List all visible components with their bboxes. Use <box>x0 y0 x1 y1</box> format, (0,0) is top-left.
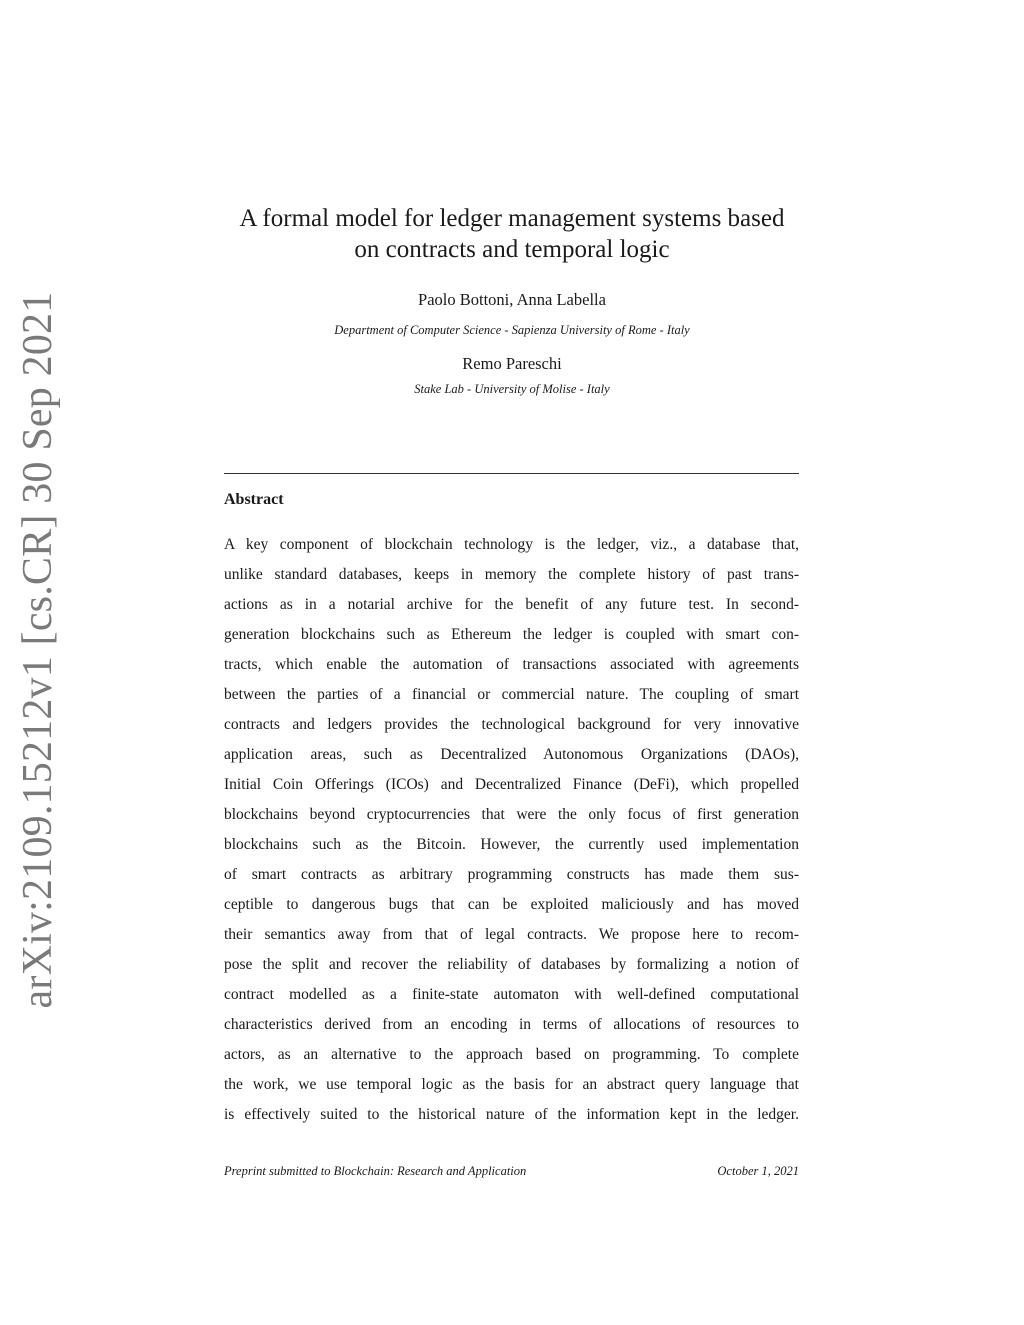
author-names-1: Paolo Bottoni, Anna Labella <box>418 290 606 309</box>
abstract-line: actors, as an alternative to the approach based on programming. To complete <box>224 1046 799 1063</box>
author-affiliation-2: Stake Lab - University of Molise - Italy <box>414 382 610 396</box>
title-line-2: on contracts and temporal logic <box>354 236 670 263</box>
title-line-1: A formal model for ledger management systems based <box>239 205 785 232</box>
abstract-line: ceptible to dangerous bugs that can be exploited maliciously and has moved <box>224 896 799 913</box>
abstract-line: generation blockchains such as Ethereum the ledger is coupled with smart con- <box>224 626 799 643</box>
arxiv-id: arXiv:2109.15212v1 [cs.CR] 30 Sep 2021 <box>15 291 61 1009</box>
abstract-line: pose the split and recover the reliability of databases by formalizing a notion of <box>224 956 799 973</box>
abstract-line: blockchains such as the Bitcoin. However, the currently used implementation <box>224 836 799 853</box>
abstract-line: their semantics away from that of legal contracts. We propose here to recom- <box>224 926 799 943</box>
abstract-line: contracts and ledgers provides the technological background for very innovative <box>224 716 799 733</box>
author-affiliation-1: Department of Computer Science - Sapienza University of Rome - Italy <box>334 323 690 337</box>
paper-title <box>200 203 824 265</box>
abstract-body <box>224 530 799 1130</box>
footer-date: October 1, 2021 <box>717 1164 799 1178</box>
abstract-line: between the parties of a financial or commercial nature. The coupling of smart <box>224 686 799 703</box>
abstract-line: A key component of blockchain technology is the ledger, viz., a database that, <box>224 536 799 553</box>
abstract-line: is effectively suited to the historical nature of the information kept in the ledger. <box>224 1106 799 1123</box>
abstract-line: contract modelled as a finite-state automaton with well-defined computational <box>224 986 799 1003</box>
abstract-line: of smart contracts as arbitrary programming constructs has made them sus- <box>224 866 799 883</box>
abstract-divider <box>224 473 799 474</box>
abstract-line: application areas, such as Decentralized Autonomous Organizations (DAOs), <box>224 746 799 763</box>
abstract-line: characteristics derived from an encoding in terms of allocations of resources to <box>224 1016 799 1033</box>
abstract-line: tracts, which enable the automation of transactions associated with agreements <box>224 656 799 673</box>
abstract-heading: Abstract <box>224 491 284 508</box>
abstract-line: blockchains beyond cryptocurrencies that were the only focus of first generation <box>224 806 799 823</box>
abstract-line: the work, we use temporal logic as the basis for an abstract query language that <box>224 1076 799 1093</box>
author-names-2: Remo Pareschi <box>462 354 562 373</box>
abstract-line: unlike standard databases, keeps in memory the complete history of past trans- <box>224 566 799 583</box>
footer-venue: Preprint submitted to Blockchain: Research and Application <box>224 1164 527 1178</box>
abstract-line: actions as in a notarial archive for the benefit of any future test. In second- <box>224 596 799 613</box>
abstract-line: Initial Coin Offerings (ICOs) and Decentralized Finance (DeFi), which propelled <box>224 776 799 793</box>
